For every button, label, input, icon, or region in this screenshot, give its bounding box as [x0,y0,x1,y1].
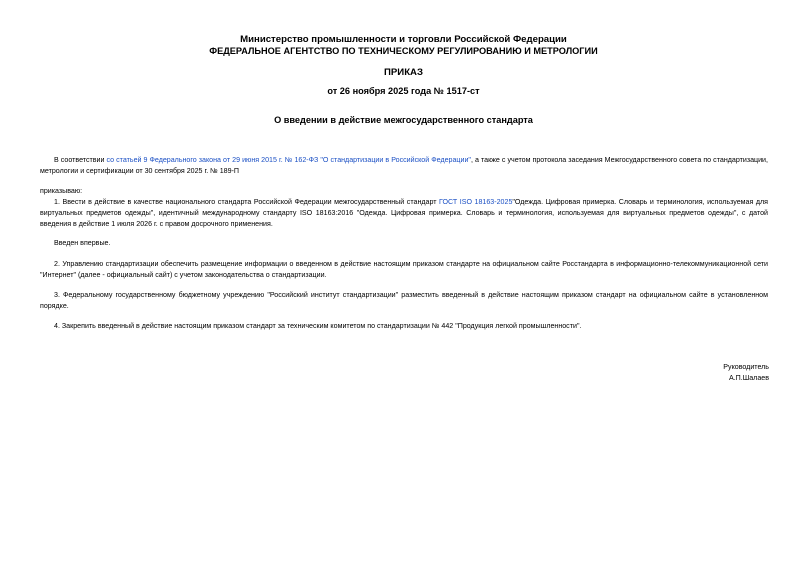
item-4-paragraph: 4. Закрепить введенный в действие настоящим приказом стандарт за техническим комитетом по стандартизации № 442 "Продукция легкой промышленности". [54,322,582,330]
item-2-paragraph: 2. Управлению стандартизации обеспечить размещение информации о введенном в действие настоящим приказом стандарте на официальном сайте Росстандарта в информационно-телекоммуникационной сети "Интернет" (далее - официальный сайт) с учетом законодательства о стандартизации. [40,260,768,279]
introduced-first-note: Введен впервые. [54,239,111,247]
signatory-role: Руководитель [723,363,769,371]
item-3-paragraph: 3. Федеральному государственному бюджетному учреждению "Российский институт стандартизации" разместить введенный в действие настоящим приказом стандарт на официальном сайте в установленном порядке. [40,291,768,310]
ministry-name: Министерство промышленности и торговли Российской Федерации [240,34,567,45]
intro-prefix: В соответствии [54,156,107,164]
ordered-line: приказываю: [40,187,83,195]
order-subject: О введении в действие межгосударственного стандарта [274,115,533,125]
order-date: от 26 ноября 2025 года № 1517-ст [327,86,480,96]
intro-suffix: , а также с учетом протокола заседания Межгосударственного совета по стандартизации, метрологии и сертификации от 30 сентября 2025 г. № 189-П [40,156,768,175]
item-1-prefix: 1. Ввести в действие в качестве национального стандарта Российской Федерации межгосударственный стандарт [54,198,440,206]
item-1-suffix: "Одежда. Цифровая примерка. Словарь и терминология, используемая для виртуальных предметов одежды", идентичный международному стандарту ISO 18163:2016 "Одежда. Цифровая примерка. Словарь и терминология, используемая для виртуальных предметов одежды", с датой введения в действие 1 июля 2026 г. с правом досрочного применения. [40,198,768,228]
signatory-name: А.П.Шалаев [728,374,769,382]
intro-paragraph [40,155,768,177]
gost-standard-link[interactable]: ГОСТ ISO 18163-2025 [439,198,513,206]
agency-name: ФЕДЕРАЛЬНОЕ АГЕНТСТВО ПО ТЕХНИЧЕСКОМУ РЕГУЛИРОВАНИЮ И МЕТРОЛОГИИ [209,46,598,56]
item-1-paragraph [40,197,768,230]
order-title: ПРИКАЗ [384,67,423,78]
federal-law-link[interactable]: со статьей 9 Федерального закона от 29 июня 2015 г. № 162-ФЗ "О стандартизации в Российской Федерации" [106,156,471,164]
